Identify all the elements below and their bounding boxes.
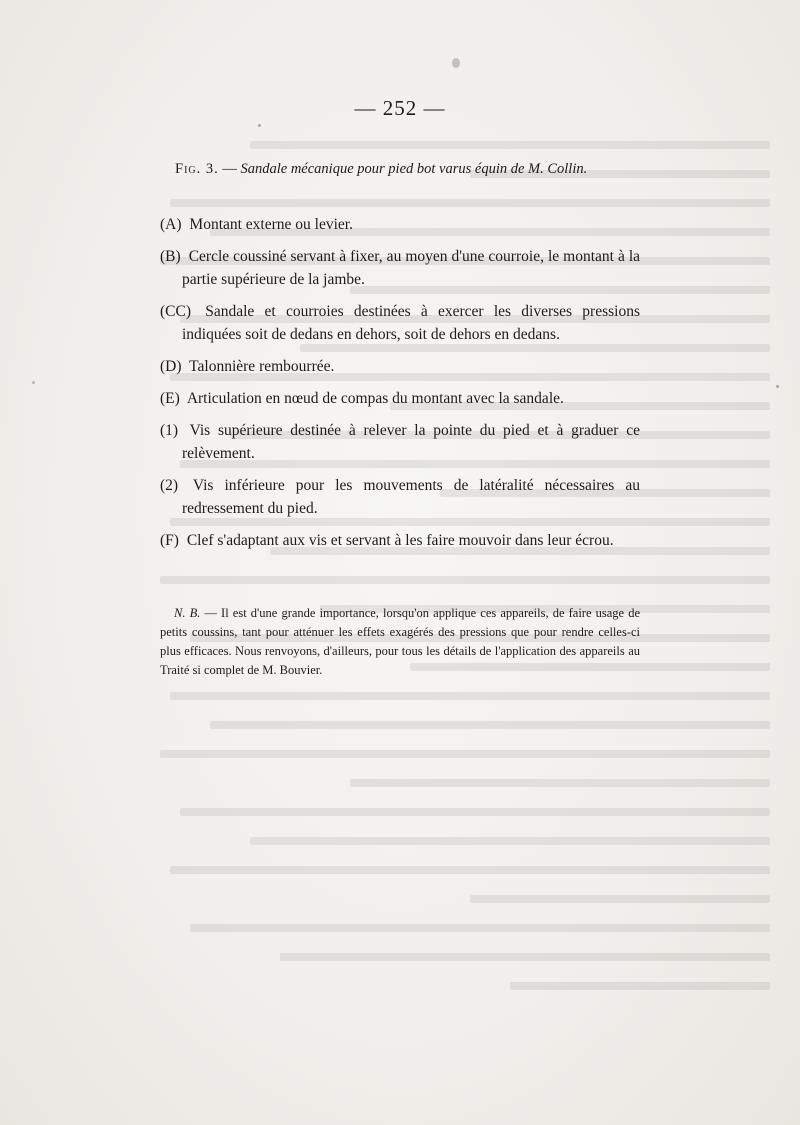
page-number: — 252 — xyxy=(354,96,446,120)
legend-item xyxy=(160,529,640,552)
legend-text: Sandale et courroies destinées à exercer les diverses pressions indiquées soit de dedans en dehors, soit de dehors en dedans. xyxy=(182,303,640,343)
ink-speck xyxy=(258,124,261,127)
legend-key: (B) xyxy=(160,248,181,265)
legend-text: Vis supérieure destinée à relever la pointe du pied et à graduer ce relèvement. xyxy=(182,422,640,462)
legend-item xyxy=(160,245,640,291)
figure-caption xyxy=(175,161,587,178)
legend-key: (E) xyxy=(160,390,180,407)
figure-label: Fig. 3. xyxy=(175,161,219,177)
legend-text: Articulation en nœud de compas du montant avec la sandale. xyxy=(186,390,564,407)
legend-key: (2) xyxy=(160,477,179,494)
legend-key: (D) xyxy=(160,358,182,375)
legend-item xyxy=(160,355,640,378)
figure-dash: — xyxy=(218,161,241,177)
legend-item xyxy=(160,474,640,520)
nota-bene-text: — Il est d'une grande importance, lorsqu'on applique ces appareils, de faire usage de petits coussins, tant pour atténuer les effets exagérés des pressions que pour rendre celles-ci plus efficaces. Nous renvoyons, d'ailleurs, pour tous les détails de l'application des appareils au Traité si complet de M. Bouvier. xyxy=(160,606,640,677)
legend-item xyxy=(160,213,640,236)
legend-text: Talonnière rembourrée. xyxy=(189,358,335,375)
legend-text: Clef s'adaptant aux vis et servant à les faire mouvoir dans leur écrou. xyxy=(186,532,614,549)
figure-title: Sandale mécanique pour pied bot varus équin de M. Collin. xyxy=(240,161,588,177)
legend-key: (F) xyxy=(160,532,179,549)
ink-speck xyxy=(776,385,779,388)
legend-key: (CC) xyxy=(160,303,191,320)
legend-item xyxy=(160,387,640,410)
nota-bene xyxy=(160,604,640,680)
legend-item xyxy=(160,419,640,465)
ink-speck xyxy=(32,381,35,384)
legend-text: Montant externe ou levier. xyxy=(189,216,353,233)
legend-key: (A) xyxy=(160,216,182,233)
legend-text: Cercle coussiné servant à fixer, au moyen d'une courroie, le montant à la partie supérieure de la jambe. xyxy=(182,248,641,288)
legend-text: Vis inférieure pour les mouvements de latéralité nécessaires au redressement du pied. xyxy=(182,477,640,517)
figure-legend xyxy=(160,213,640,561)
legend-item xyxy=(160,300,640,346)
legend-key: (1) xyxy=(160,422,179,439)
ink-speck xyxy=(452,58,460,68)
nota-bene-label: N. B. xyxy=(174,606,201,620)
